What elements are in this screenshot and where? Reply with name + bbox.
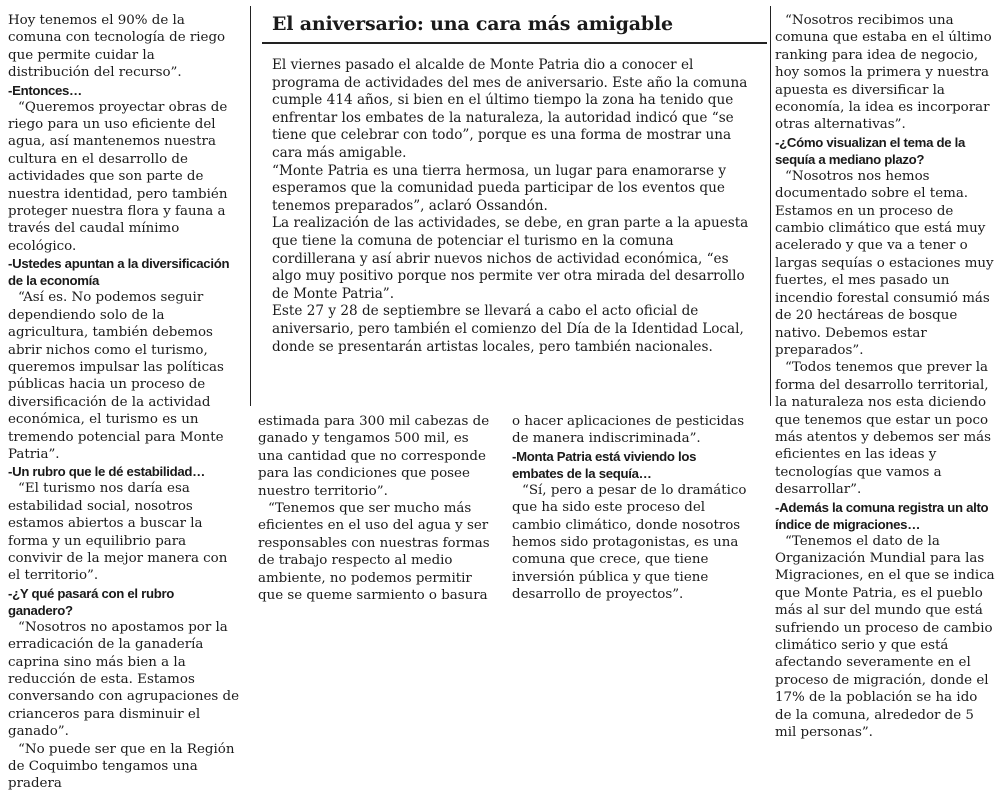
interview-question: -Entonces… [8,82,82,98]
interview-question: -¿Cómo visualizan el tema de la sequía a mediano plazo? [775,134,966,167]
interview-question: -Monta Patria está viviendo los embates de la sequía… [512,448,697,481]
column-divider [770,6,771,406]
body-paragraph: “Nosotros nos hemos documentado sobre el tema. Estamos en un proceso de cambio climático que está muy acelerado y que va a tener o largas sequías o estaciones muy fuertes, el mes pasado un incendio forestal consumió más de 20 hectáreas de bosque nativo. Debemos estar preparados”. [775,168,994,358]
body-paragraph: Hoy tenemos el 90% de la comuna con tecnología de riego que permite cuidar la distribución del recurso”. [8,13,226,81]
sidebar-title: El aniversario: una cara más amigable [272,13,673,35]
body-paragraph: “Tenemos el dato de la Organización Mundial para las Migraciones, en el que se indica que Monte Patria, es el pueblo más al sur del mundo que está sufriendo un proceso de cambio climático serio y que está afectando severamente en el proceso de migración, donde el 17% de la población se ha ido de la comuna, alrededor de 5 mil personas”. [775,533,995,741]
column-divider [250,6,251,406]
body-paragraph: “Nosotros recibimos una comuna que estaba en el último ranking para idea de negocio, hoy somos la primera y nuestra apuesta es diversificar la economía, la idea es incorporar otras alternativas”. [775,13,992,133]
body-paragraph: estimada para 300 mil cabezas de ganado y tengamos 500 mil, es una cantidad que no corresponde para las condiciones que posee nuestro territorio”. [258,414,490,499]
sidebar-paragraph: La realización de las actividades, se debe, en gran parte a la apuesta que tiene la comuna de potenciar el turismo en la comuna cordillerana y así abrir nuevos nichos de actividad económica, “es algo muy positivo porque nos permite ver otra mirada del desarrollo de Monte Patria”. [272,215,749,302]
body-paragraph: “Sí, pero a pesar de lo dramático que ha sido este proceso del cambio climático, donde nosotros hemos sido protagonistas, es una comuna que crece, que tiene inversión pública y que tiene desarrollo de proyectos”. [512,482,747,603]
body-paragraph: “El turismo nos daría esa estabilidad social, nosotros estamos abiertos a buscar la forma y un equilibrio para convivir de la mejor manera con el territorio”. [8,481,228,584]
interview-question: -¿Y qué pasará con el rubro ganadero? [8,585,175,618]
body-paragraph: “Así es. No podemos seguir dependiendo solo de la agricultura, también debemos abrir nichos como el turismo, queremos impulsar las políticas públicas hacia un proceso de diversificación de la actividad económica, el turismo es un tremendo potencial para Monte Patria”. [8,290,224,462]
article-column-1 [8,12,240,792]
sidebar-paragraph: “Monte Patria es una tierra hermosa, un lugar para enamorarse y esperamos que la comunidad pueda participar de los eventos que tenemos preparados”, aclaró Ossandón. [272,162,727,214]
body-paragraph: “Tenemos que ser mucho más eficientes en el uso del agua y ser responsables con nuestras formas de trabajo respecto al medio ambiente, no podemos permitir que se queme sarmiento o basura [258,501,490,604]
article-column-3 [512,413,747,602]
body-paragraph: “Queremos proyectar obras de riego para un uso eficiente del agua, así mantenemos nuestra cultura en el desarrollo de actividades que son parte de nuestra identidad, pero también proteger nuestra flora y fauna a través del caudal mínimo ecológico. [8,99,228,254]
interview-question: -Ustedes apuntan a la diversificación de la economía [8,256,230,289]
body-paragraph: “Nosotros no apostamos por la erradicación de la ganadería caprina sino más bien a la reducción de esta. Estamos conversando con agrupaciones de crianceros para disminuir el ganado”. [8,619,240,740]
sidebar-body [272,57,760,355]
sidebar-paragraph: El viernes pasado el alcalde de Monte Patria dio a conocer el programa de actividades del mes de aniversario. Este año la comuna cumple 414 años, si bien en el último tiempo la zona ha tenido que enfrentar los embates de la naturaleza, la autoridad indicó que “se tiene que celebrar con todo”, porque es una forma de mostrar una cara más amigable. [272,57,748,161]
body-paragraph: o hacer aplicaciones de pesticidas de manera indiscriminada”. [512,414,745,447]
article-column-4 [775,12,995,741]
sidebar-paragraph: Este 27 y 28 de septiembre se llevará a cabo el acto oficial de aniversario, pero también el comienzo del Día de la Identidad Local, donde se presentarán artistas locales, pero también nacionales. [272,303,744,355]
article-column-2 [258,413,493,602]
body-paragraph: “No puede ser que en la Región de Coquimbo tengamos una pradera [8,741,235,792]
title-rule [262,42,767,44]
body-paragraph: “Todos tenemos que prever la forma del desarrollo territorial, la naturaleza nos esta diciendo que tenemos que estar un poco más atentos y debemos ser más eficientes en las ideas y tecnologías que vamos a desarrollar”. [775,360,992,498]
interview-question: -Un rubro que le dé estabilidad… [8,464,206,480]
interview-question: -Además la comuna registra un alto índice de migraciones… [775,499,989,532]
